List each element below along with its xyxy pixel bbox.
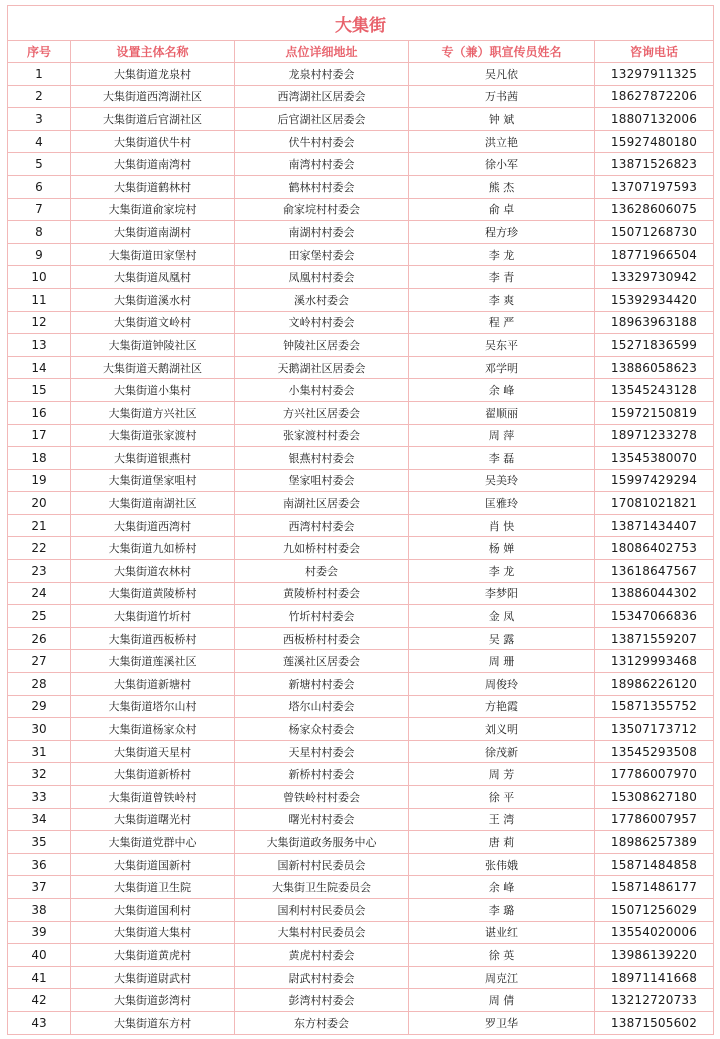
cell-entity-name: 大集街道大集村	[71, 921, 235, 944]
cell-phone: 13886044302	[595, 582, 714, 605]
cell-row-index: 24	[8, 582, 71, 605]
cell-address: 彭湾村村委会	[235, 989, 409, 1012]
cell-address: 方兴社区居委会	[235, 401, 409, 424]
cell-address: 新塘村村委会	[235, 673, 409, 696]
cell-staff-name: 唐 莉	[409, 831, 595, 854]
cell-entity-name: 大集街道后官湖社区	[71, 108, 235, 131]
cell-address: 国利村村民委员会	[235, 898, 409, 921]
cell-address: 小集村村委会	[235, 379, 409, 402]
cell-phone: 18986226120	[595, 673, 714, 696]
contact-table	[7, 5, 714, 1035]
cell-address: 凤凰村村委会	[235, 266, 409, 289]
table-row	[8, 514, 714, 537]
cell-row-index: 39	[8, 921, 71, 944]
cell-address: 杨家众村委会	[235, 718, 409, 741]
cell-row-index: 7	[8, 198, 71, 221]
cell-address: 西湾湖社区居委会	[235, 85, 409, 108]
cell-row-index: 26	[8, 627, 71, 650]
cell-entity-name: 大集街道曾铁岭村	[71, 786, 235, 809]
cell-address: 竹圻村村委会	[235, 605, 409, 628]
cell-entity-name: 大集街道莲溪社区	[71, 650, 235, 673]
header-staff-name: 专（兼）职宣传员姓名	[409, 41, 595, 63]
cell-phone: 13871526823	[595, 153, 714, 176]
cell-row-index: 5	[8, 153, 71, 176]
cell-address: 俞家垸村村委会	[235, 198, 409, 221]
cell-staff-name: 周 珊	[409, 650, 595, 673]
table-row	[8, 921, 714, 944]
table-row	[8, 492, 714, 515]
cell-staff-name: 周克江	[409, 966, 595, 989]
table-row	[8, 243, 714, 266]
table-row	[8, 288, 714, 311]
cell-row-index: 42	[8, 989, 71, 1012]
table-row	[8, 944, 714, 967]
cell-address: 曾铁岭村村委会	[235, 786, 409, 809]
cell-phone: 15271836599	[595, 334, 714, 357]
cell-phone: 13507173712	[595, 718, 714, 741]
cell-address: 大集村村民委员会	[235, 921, 409, 944]
table-row	[8, 85, 714, 108]
table-row	[8, 334, 714, 357]
table-row	[8, 582, 714, 605]
cell-phone: 13871434407	[595, 514, 714, 537]
cell-phone: 13212720733	[595, 989, 714, 1012]
cell-staff-name: 吴凡依	[409, 63, 595, 86]
cell-phone: 18627872206	[595, 85, 714, 108]
cell-entity-name: 大集街道堡家咀村	[71, 469, 235, 492]
cell-entity-name: 大集街道天鹅湖社区	[71, 356, 235, 379]
cell-staff-name: 余 峰	[409, 379, 595, 402]
cell-row-index: 16	[8, 401, 71, 424]
cell-address: 黄虎村村委会	[235, 944, 409, 967]
cell-row-index: 22	[8, 537, 71, 560]
cell-entity-name: 大集街道方兴社区	[71, 401, 235, 424]
cell-staff-name: 邓学明	[409, 356, 595, 379]
table-row	[8, 898, 714, 921]
cell-row-index: 10	[8, 266, 71, 289]
cell-staff-name: 吴东平	[409, 334, 595, 357]
cell-entity-name: 大集街道竹圻村	[71, 605, 235, 628]
cell-address: 尉武村村委会	[235, 966, 409, 989]
cell-entity-name: 大集街道曙光村	[71, 808, 235, 831]
cell-phone: 13554020006	[595, 921, 714, 944]
cell-phone: 13618647567	[595, 560, 714, 583]
cell-address: 天星村村委会	[235, 740, 409, 763]
cell-row-index: 19	[8, 469, 71, 492]
cell-staff-name: 李 龙	[409, 560, 595, 583]
cell-row-index: 12	[8, 311, 71, 334]
cell-row-index: 37	[8, 876, 71, 899]
title-row	[8, 6, 714, 41]
cell-address: 莲溪社区居委会	[235, 650, 409, 673]
table-row	[8, 424, 714, 447]
cell-phone: 13545380070	[595, 447, 714, 470]
table-row	[8, 447, 714, 470]
cell-staff-name: 方艳霞	[409, 695, 595, 718]
cell-entity-name: 大集街道文岭村	[71, 311, 235, 334]
cell-row-index: 43	[8, 1011, 71, 1034]
cell-row-index: 11	[8, 288, 71, 311]
table-row	[8, 560, 714, 583]
cell-phone: 18971141668	[595, 966, 714, 989]
cell-staff-name: 匡雅玲	[409, 492, 595, 515]
cell-entity-name: 大集街道新桥村	[71, 763, 235, 786]
cell-row-index: 27	[8, 650, 71, 673]
cell-staff-name: 周 芳	[409, 763, 595, 786]
cell-address: 西板桥村村委会	[235, 627, 409, 650]
cell-row-index: 14	[8, 356, 71, 379]
cell-entity-name: 大集街道党群中心	[71, 831, 235, 854]
cell-row-index: 3	[8, 108, 71, 131]
cell-phone: 13886058623	[595, 356, 714, 379]
cell-staff-name: 翟顺丽	[409, 401, 595, 424]
cell-entity-name: 大集街道小集村	[71, 379, 235, 402]
cell-staff-name: 李 青	[409, 266, 595, 289]
cell-address: 银燕村村委会	[235, 447, 409, 470]
cell-phone: 15972150819	[595, 401, 714, 424]
cell-address: 钟陵社区居委会	[235, 334, 409, 357]
cell-phone: 15997429294	[595, 469, 714, 492]
cell-row-index: 8	[8, 221, 71, 244]
cell-entity-name: 大集街道俞家垸村	[71, 198, 235, 221]
cell-phone: 13129993468	[595, 650, 714, 673]
cell-address: 村委会	[235, 560, 409, 583]
cell-row-index: 25	[8, 605, 71, 628]
cell-staff-name: 罗卫华	[409, 1011, 595, 1034]
table-row	[8, 153, 714, 176]
cell-address: 九如桥村村委会	[235, 537, 409, 560]
cell-address: 田家堡村委会	[235, 243, 409, 266]
cell-address: 后官湖社区居委会	[235, 108, 409, 131]
cell-staff-name: 程 严	[409, 311, 595, 334]
table-row	[8, 695, 714, 718]
cell-row-index: 18	[8, 447, 71, 470]
cell-phone: 15871486177	[595, 876, 714, 899]
cell-phone: 13871559207	[595, 627, 714, 650]
table-row	[8, 718, 714, 741]
cell-address: 东方村委会	[235, 1011, 409, 1034]
cell-entity-name: 大集街道南湖村	[71, 221, 235, 244]
cell-phone: 13297911325	[595, 63, 714, 86]
cell-staff-name: 周 萍	[409, 424, 595, 447]
cell-phone: 18807132006	[595, 108, 714, 131]
cell-entity-name: 大集街道西板桥村	[71, 627, 235, 650]
cell-entity-name: 大集街道黄陵桥村	[71, 582, 235, 605]
cell-phone: 18971233278	[595, 424, 714, 447]
cell-phone: 15347066836	[595, 605, 714, 628]
cell-row-index: 35	[8, 831, 71, 854]
cell-address: 文岭村村委会	[235, 311, 409, 334]
cell-entity-name: 大集街道国新村	[71, 853, 235, 876]
cell-address: 塔尔山村委会	[235, 695, 409, 718]
cell-phone: 15071256029	[595, 898, 714, 921]
cell-row-index: 32	[8, 763, 71, 786]
cell-entity-name: 大集街道南湖社区	[71, 492, 235, 515]
table-row	[8, 831, 714, 854]
table-row	[8, 379, 714, 402]
cell-phone: 18986257389	[595, 831, 714, 854]
cell-address: 新桥村村委会	[235, 763, 409, 786]
table-row	[8, 311, 714, 334]
cell-address: 大集街卫生院委员会	[235, 876, 409, 899]
table-row	[8, 786, 714, 809]
cell-address: 南湖社区居委会	[235, 492, 409, 515]
cell-address: 西湾村村委会	[235, 514, 409, 537]
cell-phone: 17081021821	[595, 492, 714, 515]
cell-entity-name: 大集街道伏牛村	[71, 130, 235, 153]
cell-entity-name: 大集街道钟陵社区	[71, 334, 235, 357]
table-row	[8, 966, 714, 989]
table-row	[8, 469, 714, 492]
cell-entity-name: 大集街道新塘村	[71, 673, 235, 696]
cell-staff-name: 周 倩	[409, 989, 595, 1012]
table-row	[8, 853, 714, 876]
table-row	[8, 356, 714, 379]
cell-row-index: 28	[8, 673, 71, 696]
cell-row-index: 9	[8, 243, 71, 266]
cell-row-index: 6	[8, 175, 71, 198]
table-row	[8, 808, 714, 831]
table-row	[8, 673, 714, 696]
cell-phone: 18771966504	[595, 243, 714, 266]
cell-row-index: 2	[8, 85, 71, 108]
cell-row-index: 38	[8, 898, 71, 921]
cell-staff-name: 万书茜	[409, 85, 595, 108]
header-phone: 咨询电话	[595, 41, 714, 63]
cell-phone: 15871355752	[595, 695, 714, 718]
cell-entity-name: 大集街道彭湾村	[71, 989, 235, 1012]
cell-row-index: 34	[8, 808, 71, 831]
cell-address: 天鹅湖社区居委会	[235, 356, 409, 379]
table-row	[8, 763, 714, 786]
cell-phone: 18963963188	[595, 311, 714, 334]
cell-phone: 17786007970	[595, 763, 714, 786]
cell-address: 张家渡村村委会	[235, 424, 409, 447]
cell-phone: 15927480180	[595, 130, 714, 153]
cell-staff-name: 李梦阳	[409, 582, 595, 605]
table-row	[8, 130, 714, 153]
cell-staff-name: 张伟娥	[409, 853, 595, 876]
table-row	[8, 63, 714, 86]
table-row	[8, 175, 714, 198]
cell-phone: 13545243128	[595, 379, 714, 402]
cell-staff-name: 徐茂新	[409, 740, 595, 763]
cell-entity-name: 大集街道银燕村	[71, 447, 235, 470]
table-row	[8, 221, 714, 244]
cell-address: 曙光村村委会	[235, 808, 409, 831]
cell-entity-name: 大集街道南湾村	[71, 153, 235, 176]
cell-phone: 17786007957	[595, 808, 714, 831]
cell-address: 鹤林村村委会	[235, 175, 409, 198]
cell-row-index: 29	[8, 695, 71, 718]
cell-address: 溪水村委会	[235, 288, 409, 311]
cell-entity-name: 大集街道鹤林村	[71, 175, 235, 198]
table-body	[8, 63, 714, 1035]
cell-staff-name: 吴美玲	[409, 469, 595, 492]
cell-staff-name: 周俊玲	[409, 673, 595, 696]
cell-staff-name: 李 爽	[409, 288, 595, 311]
cell-staff-name: 徐 平	[409, 786, 595, 809]
cell-address: 龙泉村村委会	[235, 63, 409, 86]
cell-row-index: 33	[8, 786, 71, 809]
cell-phone: 13545293508	[595, 740, 714, 763]
cell-entity-name: 大集街道张家渡村	[71, 424, 235, 447]
table-row	[8, 650, 714, 673]
cell-staff-name: 谌业红	[409, 921, 595, 944]
cell-staff-name: 洪立艳	[409, 130, 595, 153]
cell-staff-name: 吴 露	[409, 627, 595, 650]
cell-phone: 13628606075	[595, 198, 714, 221]
cell-entity-name: 大集街道卫生院	[71, 876, 235, 899]
cell-address: 黄陵桥村村委会	[235, 582, 409, 605]
cell-row-index: 30	[8, 718, 71, 741]
cell-staff-name: 余 峰	[409, 876, 595, 899]
table-row	[8, 605, 714, 628]
cell-staff-name: 熊 杰	[409, 175, 595, 198]
cell-row-index: 20	[8, 492, 71, 515]
cell-staff-name: 钟 斌	[409, 108, 595, 131]
cell-entity-name: 大集街道国利村	[71, 898, 235, 921]
cell-entity-name: 大集街道塔尔山村	[71, 695, 235, 718]
cell-row-index: 21	[8, 514, 71, 537]
cell-row-index: 13	[8, 334, 71, 357]
table-row	[8, 1011, 714, 1034]
cell-staff-name: 徐 英	[409, 944, 595, 967]
cell-staff-name: 王 湾	[409, 808, 595, 831]
cell-entity-name: 大集街道田家堡村	[71, 243, 235, 266]
cell-row-index: 15	[8, 379, 71, 402]
cell-staff-name: 俞 卓	[409, 198, 595, 221]
cell-address: 南湖村村委会	[235, 221, 409, 244]
cell-staff-name: 金 凤	[409, 605, 595, 628]
cell-staff-name: 杨 婵	[409, 537, 595, 560]
table-title: 大集街	[8, 6, 714, 41]
cell-phone: 13986139220	[595, 944, 714, 967]
cell-address: 堡家咀村委会	[235, 469, 409, 492]
cell-row-index: 4	[8, 130, 71, 153]
cell-phone: 15071268730	[595, 221, 714, 244]
cell-entity-name: 大集街道西湾湖社区	[71, 85, 235, 108]
header-row	[8, 41, 714, 63]
document-page	[7, 5, 713, 1035]
cell-address: 国新村村民委员会	[235, 853, 409, 876]
cell-staff-name: 李 璐	[409, 898, 595, 921]
cell-entity-name: 大集街道东方村	[71, 1011, 235, 1034]
cell-entity-name: 大集街道杨家众村	[71, 718, 235, 741]
cell-staff-name: 刘义明	[409, 718, 595, 741]
table-row	[8, 401, 714, 424]
cell-phone: 13871505602	[595, 1011, 714, 1034]
cell-entity-name: 大集街道龙泉村	[71, 63, 235, 86]
cell-entity-name: 大集街道九如桥村	[71, 537, 235, 560]
cell-phone: 15871484858	[595, 853, 714, 876]
cell-staff-name: 徐小军	[409, 153, 595, 176]
cell-phone: 18086402753	[595, 537, 714, 560]
cell-row-index: 23	[8, 560, 71, 583]
table-row	[8, 198, 714, 221]
table-row	[8, 989, 714, 1012]
cell-row-index: 31	[8, 740, 71, 763]
cell-address: 伏牛村村委会	[235, 130, 409, 153]
table-row	[8, 740, 714, 763]
cell-row-index: 41	[8, 966, 71, 989]
header-entity-name: 设置主体名称	[71, 41, 235, 63]
header-address: 点位详细地址	[235, 41, 409, 63]
table-row	[8, 627, 714, 650]
cell-entity-name: 大集街道黄虎村	[71, 944, 235, 967]
cell-phone: 15392934420	[595, 288, 714, 311]
table-row	[8, 266, 714, 289]
table-row	[8, 108, 714, 131]
cell-row-index: 1	[8, 63, 71, 86]
cell-staff-name: 程方珍	[409, 221, 595, 244]
cell-row-index: 36	[8, 853, 71, 876]
cell-staff-name: 李 龙	[409, 243, 595, 266]
cell-row-index: 17	[8, 424, 71, 447]
header-index: 序号	[8, 41, 71, 63]
cell-entity-name: 大集街道溪水村	[71, 288, 235, 311]
cell-entity-name: 大集街道尉武村	[71, 966, 235, 989]
cell-entity-name: 大集街道天星村	[71, 740, 235, 763]
cell-entity-name: 大集街道西湾村	[71, 514, 235, 537]
cell-address: 南湾村村委会	[235, 153, 409, 176]
cell-staff-name: 李 磊	[409, 447, 595, 470]
cell-phone: 15308627180	[595, 786, 714, 809]
cell-entity-name: 大集街道农林村	[71, 560, 235, 583]
cell-row-index: 40	[8, 944, 71, 967]
cell-phone: 13707197593	[595, 175, 714, 198]
table-row	[8, 537, 714, 560]
cell-address: 大集街道政务服务中心	[235, 831, 409, 854]
cell-phone: 13329730942	[595, 266, 714, 289]
cell-staff-name: 肖 快	[409, 514, 595, 537]
table-row	[8, 876, 714, 899]
cell-entity-name: 大集街道凤凰村	[71, 266, 235, 289]
